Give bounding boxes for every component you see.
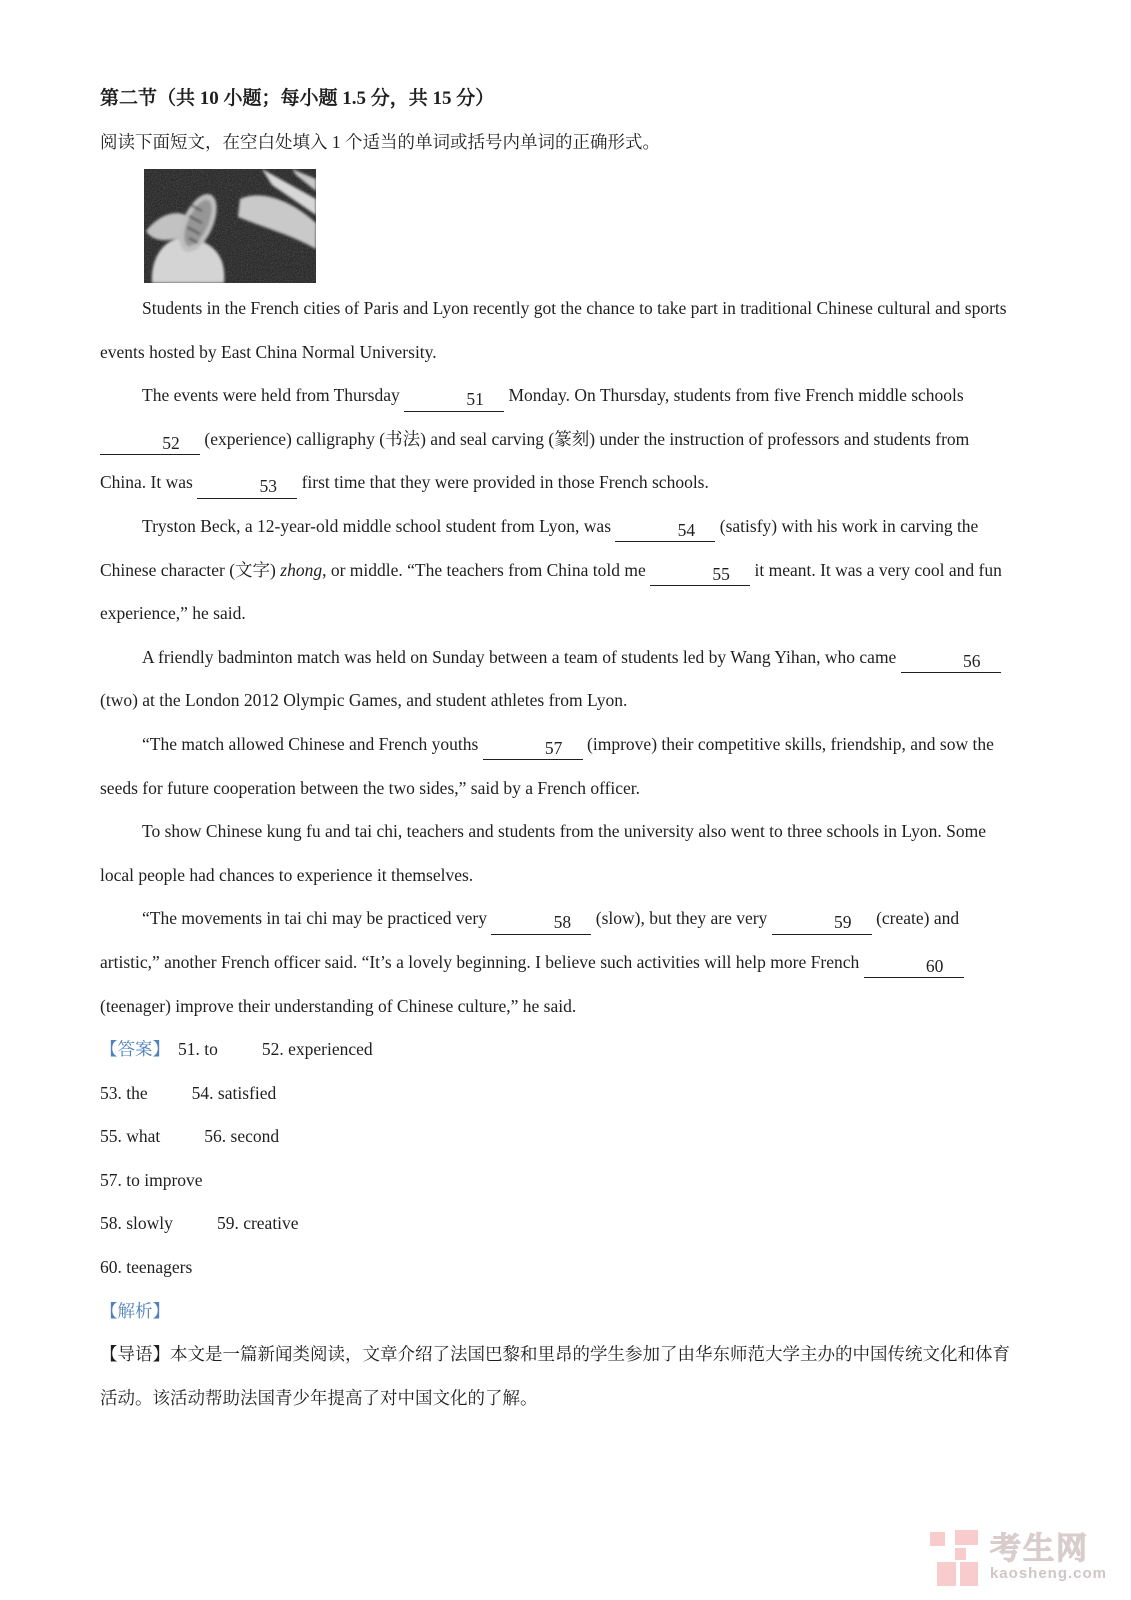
blank-59: 59 bbox=[772, 914, 872, 935]
blank-57: 57 bbox=[483, 740, 583, 761]
passage-paragraph-7: “The movements in tai chi may be practiced very 58 (slow), but they are very 59 (create) and artistic,” another French officer said. “It’s a lovely beginning. I believe such activities will help more French 60 (teenager) improve their understanding of Chinese culture,” he said. bbox=[100, 897, 1012, 1028]
answers-row-5 bbox=[100, 1202, 1012, 1246]
answer-60: 60. teenagers bbox=[100, 1257, 193, 1278]
analysis-section-label-row bbox=[100, 1290, 1012, 1334]
kaosheng-watermark bbox=[930, 1530, 1107, 1586]
answer-56: 56. second bbox=[204, 1126, 280, 1147]
passage-paragraph-5: “The match allowed Chinese and French youths 57 (improve) their competitive skills, friendship, and sow the seeds for future cooperation between the two sides,” said by a French officer. bbox=[100, 733, 994, 798]
analysis-intro bbox=[100, 1333, 1012, 1420]
answer-58: 58. slowly bbox=[100, 1213, 173, 1234]
analysis-label: 【解析】 bbox=[100, 1300, 170, 1321]
analysis-intro-label: 【导语】 bbox=[100, 1344, 170, 1365]
passage-paragraph-2: The events were held from Thursday 51 Monday. On Thursday, students from five French middle schools 52 (experience) calligraphy (书法) and seal carving (篆刻) under the instruction of professors and students from China. It was 53 first time that they were provided in those French schools. bbox=[100, 374, 1012, 505]
passage-paragraph-1: Students in the French cities of Paris and Lyon recently got the chance to take part in traditional Chinese cultural and sports events hosted by East China Normal University. bbox=[100, 298, 1007, 362]
watermark-text bbox=[990, 1533, 1107, 1583]
instruction-text: 阅读下面短文，在空白处填入 1 个适当的单词或括号内单词的正确形式。 bbox=[100, 132, 660, 152]
seal-carving-photo bbox=[144, 169, 316, 283]
answer-55: 55. what bbox=[100, 1126, 161, 1147]
blank-60: 60 bbox=[864, 958, 964, 979]
passage bbox=[100, 287, 1012, 1028]
answer-53: 53. the bbox=[100, 1082, 148, 1103]
blank-53: 53 bbox=[197, 478, 297, 499]
answers-section bbox=[100, 1028, 1012, 1290]
section-title: 第二节（共 10 小题；每小题 1.5 分，共 15 分） bbox=[100, 88, 495, 109]
kaosheng-logo-icon bbox=[930, 1530, 980, 1586]
blank-55: 55 bbox=[650, 566, 750, 587]
answers-row-3 bbox=[100, 1115, 1012, 1159]
answers-row-6 bbox=[100, 1246, 1012, 1290]
seal-carving-photo-image bbox=[144, 169, 316, 283]
answers-label: 【答案】 bbox=[100, 1039, 170, 1060]
answer-51: 51. to bbox=[178, 1039, 218, 1060]
blank-56: 56 bbox=[901, 653, 1001, 674]
answer-59: 59. creative bbox=[216, 1213, 299, 1234]
analysis-intro-text: 本文是一篇新闻类阅读，文章介绍了法国巴黎和里昂的学生参加了由华东师范大学主办的中国传统文化和体育活动。该活动帮助法国青少年提高了对中国文化的了解。 bbox=[100, 1344, 1010, 1408]
passage-paragraph-3: Tryston Beck, a 12-year-old middle school student from Lyon, was 54 (satisfy) with his work in carving the Chinese character (文字) zhong, or middle. “The teachers from China told me 55 it meant. It was a very cool and fun experience,” he said. bbox=[100, 515, 1002, 624]
answers-row-1 bbox=[100, 1028, 1012, 1072]
blank-52: 52 bbox=[100, 435, 200, 456]
passage-paragraph-4: A friendly badminton match was held on Sunday between a team of students led by Wang Yihan, who came 56 (two) at the London 2012 Olympic Games, and student athletes from Lyon. bbox=[100, 636, 1012, 723]
answer-54: 54. satisfied bbox=[191, 1082, 277, 1103]
blank-58: 58 bbox=[491, 914, 591, 935]
answers-row-2 bbox=[100, 1072, 1012, 1116]
answers-row-4 bbox=[100, 1159, 1012, 1203]
blank-51: 51 bbox=[404, 391, 504, 412]
answer-57: 57. to improve bbox=[100, 1169, 203, 1190]
watermark-cn-text: 考生网 bbox=[989, 1531, 1089, 1566]
answer-52: 52. experienced bbox=[261, 1039, 373, 1060]
page-content bbox=[100, 86, 1012, 1420]
passage-paragraph-6: To show Chinese kung fu and tai chi, teachers and students from the university also went to three schools in Lyon. Some local people had chances to experience it themselves. bbox=[100, 821, 986, 885]
blank-54: 54 bbox=[615, 522, 715, 543]
watermark-en-text: kaosheng.com bbox=[989, 1565, 1107, 1582]
